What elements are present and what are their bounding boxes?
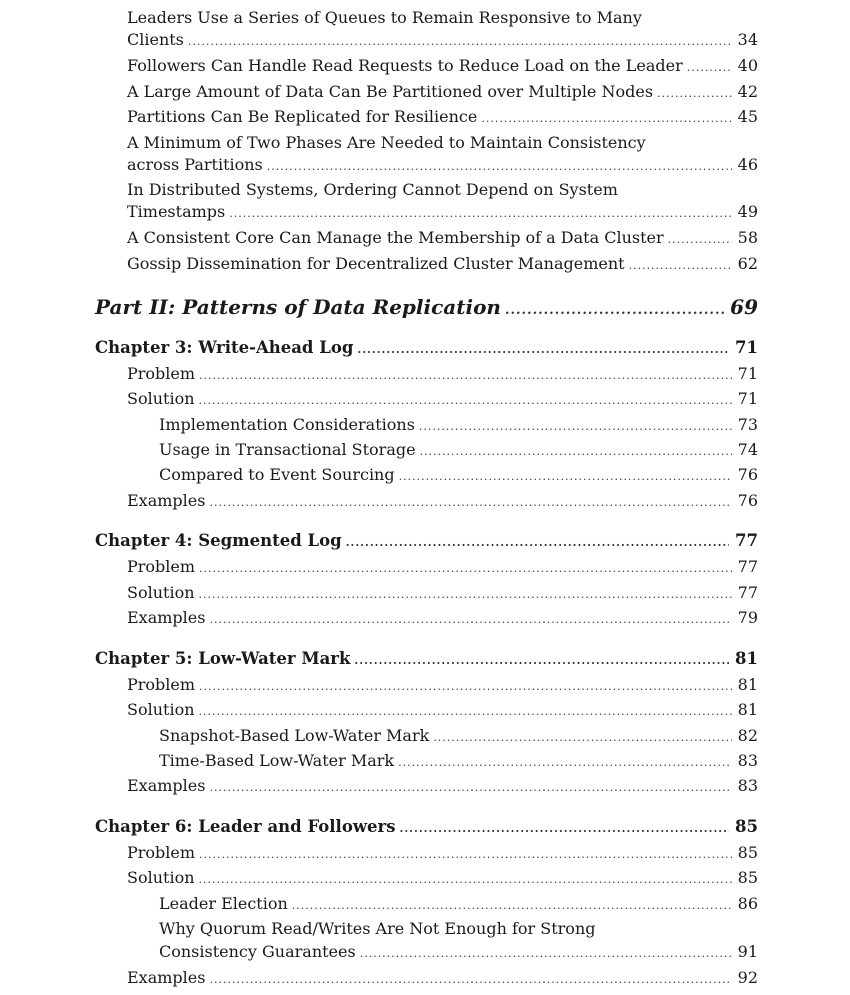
- toc-entry-title: Examples: [127, 968, 206, 987]
- leader-dots: [229, 204, 731, 224]
- chapter-title: Chapter 3: Write-Ahead Log: [95, 338, 354, 357]
- leader-dots: [399, 467, 732, 487]
- toc-entry-title: Followers Can Handle Read Requests to Reduce Load on the Leader: [127, 56, 683, 75]
- chapter-title: Chapter 5: Low-Water Mark: [95, 649, 351, 668]
- leader-dots: [346, 533, 729, 553]
- leader-dots: [209, 970, 731, 990]
- leader-dots: [209, 493, 731, 513]
- leader-dots: [668, 230, 732, 250]
- toc-page-number: 34: [737, 30, 758, 49]
- toc-entry[interactable]: [127, 776, 758, 798]
- toc-entry[interactable]: [127, 254, 758, 276]
- toc-subentry[interactable]: [159, 726, 758, 748]
- toc-entry-title: Solution: [127, 583, 195, 602]
- toc-entry-line: Why Quorum Read/Writes Are Not Enough for Strong: [159, 919, 596, 938]
- toc-entry[interactable]: [127, 557, 758, 579]
- toc-subentry[interactable]: [159, 894, 758, 916]
- toc-entry-title: Examples: [127, 776, 206, 795]
- toc-page-number: 49: [737, 202, 758, 221]
- toc-entry[interactable]: [127, 202, 758, 224]
- leader-dots: [657, 84, 732, 104]
- toc-entry[interactable]: [127, 968, 758, 990]
- toc-entry-title: Problem: [127, 843, 196, 862]
- toc-page-number: 81: [735, 649, 758, 668]
- toc-subentry[interactable]: [159, 465, 758, 487]
- toc-page-number: 85: [737, 843, 758, 862]
- toc-page-number: 69: [730, 295, 758, 319]
- toc-entry-title: Problem: [127, 675, 196, 694]
- toc-entry[interactable]: [127, 155, 758, 177]
- leader-dots: [420, 442, 732, 462]
- toc-entry[interactable]: [127, 843, 758, 865]
- toc-subentry[interactable]: [159, 942, 758, 964]
- toc-entry-title: Problem: [127, 557, 196, 576]
- leader-dots: [360, 944, 732, 964]
- toc-part-heading[interactable]: [95, 294, 758, 324]
- leader-dots: [400, 819, 730, 839]
- toc-entry-title: Examples: [127, 608, 206, 627]
- leader-dots: [199, 702, 732, 722]
- leader-dots: [199, 366, 732, 386]
- toc-entry-title: Partitions Can Be Replicated for Resilience: [127, 107, 478, 126]
- toc-entry[interactable]: [127, 868, 758, 890]
- toc-entry-title: Time-Based Low-Water Mark: [159, 751, 395, 770]
- toc-page-number: 85: [735, 817, 758, 836]
- toc-page-number: 77: [735, 531, 758, 550]
- toc-page-number: 45: [737, 107, 758, 126]
- toc-page-number: 81: [737, 700, 758, 719]
- toc-entry-title: Implementation Considerations: [159, 415, 415, 434]
- leader-dots: [354, 651, 729, 671]
- toc-page-number: 83: [737, 776, 758, 795]
- toc-entry-title: A Consistent Core Can Manage the Membership of a Data Cluster: [127, 228, 664, 247]
- toc-entry[interactable]: [127, 107, 758, 129]
- chapter-title: Chapter 6: Leader and Followers: [95, 817, 396, 836]
- toc-page-number: 82: [737, 726, 758, 745]
- toc-entry-line: In Distributed Systems, Ordering Cannot Depend on System: [127, 180, 618, 199]
- toc-entry-title: Consistency Guarantees: [159, 942, 356, 961]
- leader-dots: [419, 417, 732, 437]
- part-title: Part II: Patterns of Data Replication: [95, 295, 501, 319]
- leader-dots: [188, 32, 732, 52]
- toc-page-number: 81: [737, 675, 758, 694]
- toc-entry-title: across Partitions: [127, 155, 263, 174]
- toc-entry[interactable]: [127, 608, 758, 630]
- chapter-title: Chapter 4: Segmented Log: [95, 531, 342, 550]
- toc-page-number: 62: [737, 254, 758, 273]
- leader-dots: [209, 778, 731, 798]
- toc-page-number: 76: [737, 491, 758, 510]
- toc-page-number: 83: [737, 751, 758, 770]
- toc-chapter-heading[interactable]: [95, 531, 758, 553]
- toc-entry[interactable]: [127, 491, 758, 513]
- toc-entry-title: Snapshot-Based Low-Water Mark: [159, 726, 430, 745]
- toc-page-number: 71: [737, 389, 758, 408]
- toc-entry-title: Gossip Dissemination for Decentralized Cluster Management: [127, 254, 625, 273]
- toc-page-number: 46: [737, 155, 758, 174]
- toc-page-number: 73: [737, 415, 758, 434]
- toc-entry-title: Timestamps: [127, 202, 226, 221]
- toc-entry-title: Usage in Transactional Storage: [159, 440, 416, 459]
- toc-page-number: 86: [737, 894, 758, 913]
- toc-page-number: 77: [737, 557, 758, 576]
- toc-page-number: 77: [737, 583, 758, 602]
- toc-entry-title: Compared to Event Sourcing: [159, 465, 395, 484]
- leader-dots: [199, 585, 732, 605]
- toc-entry-title: Solution: [127, 389, 195, 408]
- leader-dots: [687, 58, 732, 78]
- leader-dots: [209, 610, 731, 630]
- toc-chapter-heading[interactable]: [95, 817, 758, 839]
- toc-entry[interactable]: [127, 675, 758, 697]
- leader-dots: [433, 728, 731, 748]
- toc-page-number: 74: [737, 440, 758, 459]
- toc-page-number: 71: [737, 364, 758, 383]
- leader-dots: [398, 753, 732, 773]
- leader-dots: [199, 559, 732, 579]
- toc-chapter-heading[interactable]: [95, 338, 758, 360]
- toc-entry[interactable]: [127, 583, 758, 605]
- leader-dots: [199, 845, 732, 865]
- toc-page-number: 71: [735, 338, 758, 357]
- leader-dots: [199, 677, 732, 697]
- toc-entry-title: Solution: [127, 868, 195, 887]
- toc-page-number: 91: [737, 942, 758, 961]
- leader-dots: [292, 896, 732, 916]
- toc-page-number: 79: [737, 608, 758, 627]
- toc-subentry[interactable]: [159, 751, 758, 773]
- leader-dots: [357, 340, 729, 360]
- toc-page-number: 42: [737, 82, 758, 101]
- toc-entry-title: Clients: [127, 30, 184, 49]
- toc-entry-line: A Minimum of Two Phases Are Needed to Maintain Consistency: [127, 133, 646, 152]
- leader-dots: [505, 298, 724, 324]
- toc-entry-title: Examples: [127, 491, 206, 510]
- toc-entry-title: Solution: [127, 700, 195, 719]
- toc-subentry[interactable]: [159, 440, 758, 462]
- toc-entry-title: Leader Election: [159, 894, 288, 913]
- toc-entry[interactable]: [127, 364, 758, 386]
- toc-chapter-heading[interactable]: [95, 649, 758, 671]
- leader-dots: [629, 256, 732, 276]
- toc-entry[interactable]: [127, 30, 758, 52]
- toc-page-number: 76: [737, 465, 758, 484]
- toc-page-number: 58: [737, 228, 758, 247]
- toc-entry[interactable]: [127, 56, 758, 78]
- toc-subentry[interactable]: [159, 415, 758, 437]
- leader-dots: [481, 109, 731, 129]
- toc-entry-title: Problem: [127, 364, 196, 383]
- toc-page-number: 85: [737, 868, 758, 887]
- toc-page-number: 40: [737, 56, 758, 75]
- toc-entry[interactable]: [127, 389, 758, 411]
- toc-entry[interactable]: [127, 700, 758, 722]
- toc-entry[interactable]: [127, 82, 758, 104]
- leader-dots: [267, 157, 732, 177]
- toc-entry[interactable]: [127, 228, 758, 250]
- leader-dots: [199, 391, 732, 411]
- toc-entry-line: Leaders Use a Series of Queues to Remain Responsive to Many: [127, 8, 642, 27]
- toc-page-number: 92: [737, 968, 758, 987]
- toc-entry-title: A Large Amount of Data Can Be Partitioned over Multiple Nodes: [127, 82, 654, 101]
- leader-dots: [199, 870, 732, 890]
